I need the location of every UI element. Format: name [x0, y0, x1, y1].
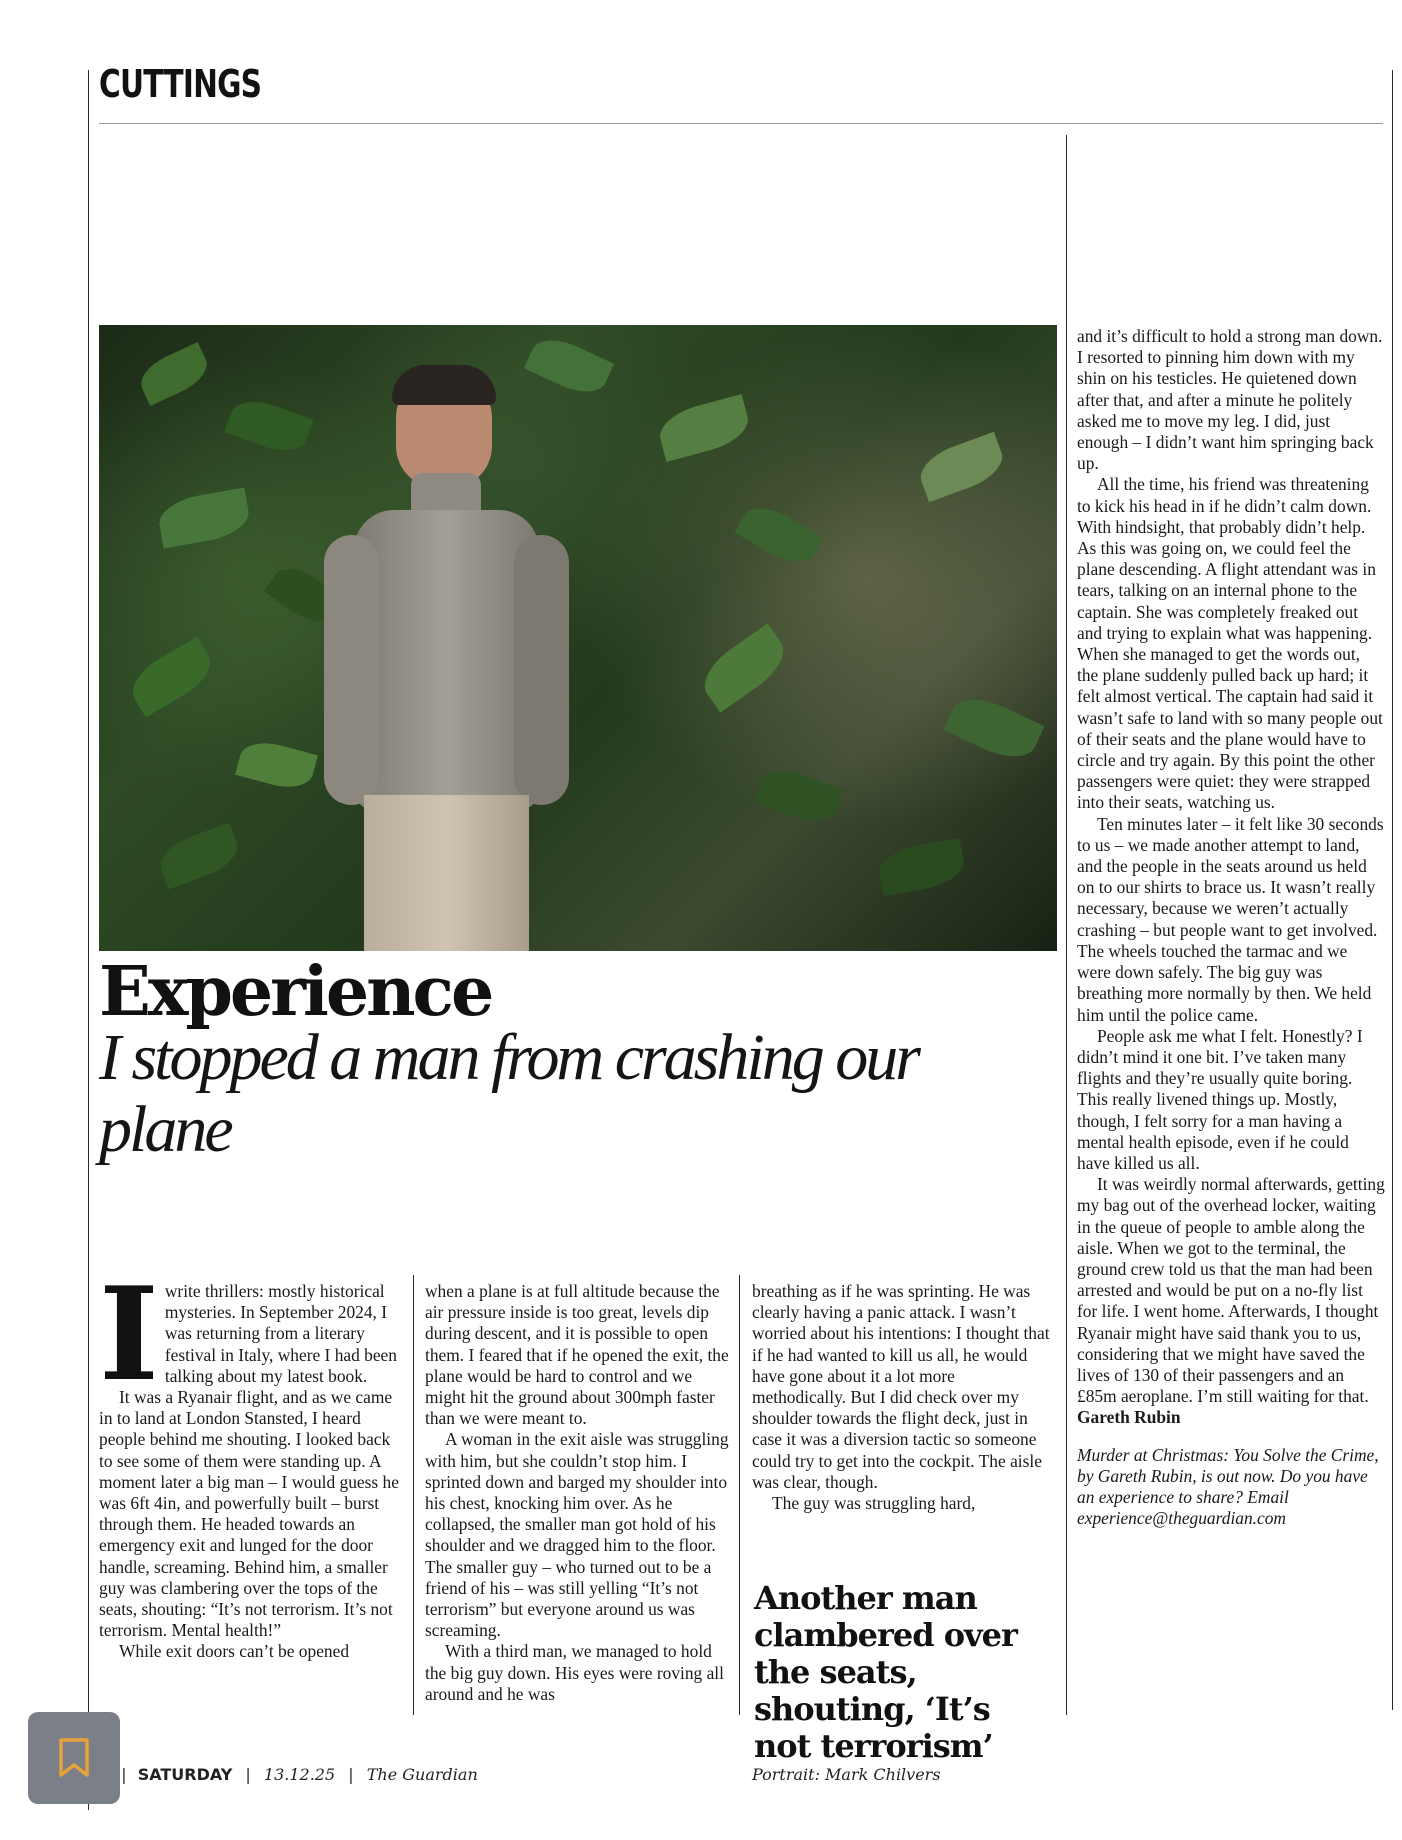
paragraph: People ask me what I felt. Honestly? I didn’t mind it one bit. I’ve taken many flights and they’re usually quite boring. This really livened things up. Mostly, though, I felt sorry for a man having a mental health episode, even if he could have killed us all.: [1077, 1025, 1363, 1173]
footer-section: SATURDAY: [137, 1765, 233, 1784]
footer-date: 13.12.25: [263, 1765, 336, 1784]
standfirst: I stopped a man from crashing our plane: [99, 1021, 918, 1166]
pull-quote: Another man clambered over the seats, shouting, ‘It’s not terrorism’: [754, 1579, 1017, 1765]
article-column-4: [1077, 326, 1385, 1529]
footer-paper: The Guardian: [366, 1765, 478, 1784]
paragraph: It was weirdly normal afterwards, getting my bag out of the overhead locker, waiting in the queue of people to amble along the aisle. When we got to the terminal, the ground crew told us that the man had been arrested and would be put on a no-fly list for life. I went home. Afterwards, I thought Ryanair might have said thank you to us, considering that we might have saved the lives of 130 of their passengers and an £85m aeroplane. I’m still waiting for that.: [1077, 1174, 1385, 1407]
paragraph: While exit doors can’t be opened: [119, 1641, 350, 1662]
right-edge-rule: [1392, 70, 1393, 1710]
column-rule-2: [739, 1275, 740, 1715]
paragraph: breathing as if he was sprinting. He was clearly having a panic attack. I wasn’t worried about his intentions: I thought that if he had wanted to kill us all, he would have gone about it a lot more methodically. But I did check over my shoulder towards the flight deck, just in case it was a diversion tactic so someone could try to get into the cockpit. The aisle was clear, though.: [752, 1281, 1050, 1492]
paragraph: when a plane is at full altitude because the air pressure inside is too great, levels dip during descent, and it is possible to open them. I feared that if he opened the exit, the plane would be hard to control and we might hit the ground about 300mph faster than we were meant to.: [425, 1281, 729, 1429]
paragraph: write thrillers: mostly historical mysteries. In September 2024, I was returning from a literary festival in Italy, where I had been talking about my latest book.: [164, 1281, 397, 1386]
paragraph: A woman in the exit aisle was struggling with him, but she couldn’t stop him. I sprinted down and barged my shoulder into his chest, knocking him over. As he collapsed, the smaller man got hold of his shoulder and we dragged him to the floor. The smaller guy – who turned out to be a friend of his – was still yelling “It’s not terrorism” but everyone around us was screaming.: [425, 1429, 729, 1641]
header-rule: [99, 123, 1383, 124]
portrait-photo: [99, 325, 1057, 951]
headline: Experience: [99, 952, 492, 1032]
article-column-2: [425, 1281, 730, 1705]
column-rule-1: [413, 1275, 414, 1715]
left-margin-rule: [88, 70, 89, 1810]
photo-credit: Portrait: Mark Chilvers: [752, 1765, 941, 1784]
paragraph: Ten minutes later – it felt like 30 seconds to us – we made another attempt to land, and the people in the seats around us held on to our shirts to brace us. It wasn’t really necessary, because we weren’t actually crashing – but people want to get involved. The wheels touched the tarmac and we were down safely. The big guy was breathing more normally by then. We held him until the police came.: [1077, 813, 1384, 1025]
paragraph: and it’s difficult to hold a strong man down. I resorted to pinning him down with my shin on his testicles. He quietened down after that, and after a minute he politely asked me to move my leg. I did, just enough – I didn’t want him springing back up.: [1077, 326, 1383, 474]
paragraph: The guy was struggling hard,: [772, 1493, 976, 1514]
footer-separator: |: [121, 1765, 127, 1784]
footer-separator: |: [348, 1765, 354, 1784]
page-footer: [99, 1765, 478, 1784]
drop-cap: I: [99, 1260, 159, 1410]
paragraph: All the time, his friend was threatening to kick his head in if he didn’t calm down. With hindsight, that probably didn’t help. As this was going on, we could feel the plane descending. A flight attendant was in tears, talking on an internal phone to the captain. She was completely freaked out and trying to explain what was happening. When she managed to get the words out, the plane suddenly pulled back up hard; it felt almost vertical. The captain had said it wasn’t safe to land with so many people out of their seats and the plane would have to circle and try again. By this point the other passengers were quiet: they were strapped into their seats, watching us.: [1077, 474, 1383, 813]
promo-text: Murder at Christmas: You Solve the Crime, by Gareth Rubin, is out now. Do you have an experience to share? Email experience@theguardian.com: [1077, 1444, 1379, 1529]
article-column-3: [752, 1281, 1052, 1514]
bookmark-icon: [57, 1737, 91, 1779]
right-column-rule: [1066, 135, 1067, 1715]
article-column-1: [99, 1260, 404, 1663]
footer-separator: |: [245, 1765, 251, 1784]
byline: Gareth Rubin: [1077, 1407, 1181, 1428]
paragraph: It was a Ryanair flight, and as we came in to land at London Stansted, I heard people behind me shouting. I looked back to see some of them were standing up. A moment later a big man – I would guess he was 6ft 4in, and powerfully built – burst through them. He headed towards an emergency exit and lunged for the door handle, screaming. Behind him, a smaller guy was clambering over the tops of the seats, shouting: “It’s not terrorism. It’s not terrorism. Mental health!”: [99, 1387, 399, 1641]
bookmark-button[interactable]: [28, 1712, 120, 1804]
section-label: CUTTINGS: [99, 62, 262, 106]
paragraph: With a third man, we managed to hold the big guy down. His eyes were roving all around and he was: [425, 1641, 724, 1704]
